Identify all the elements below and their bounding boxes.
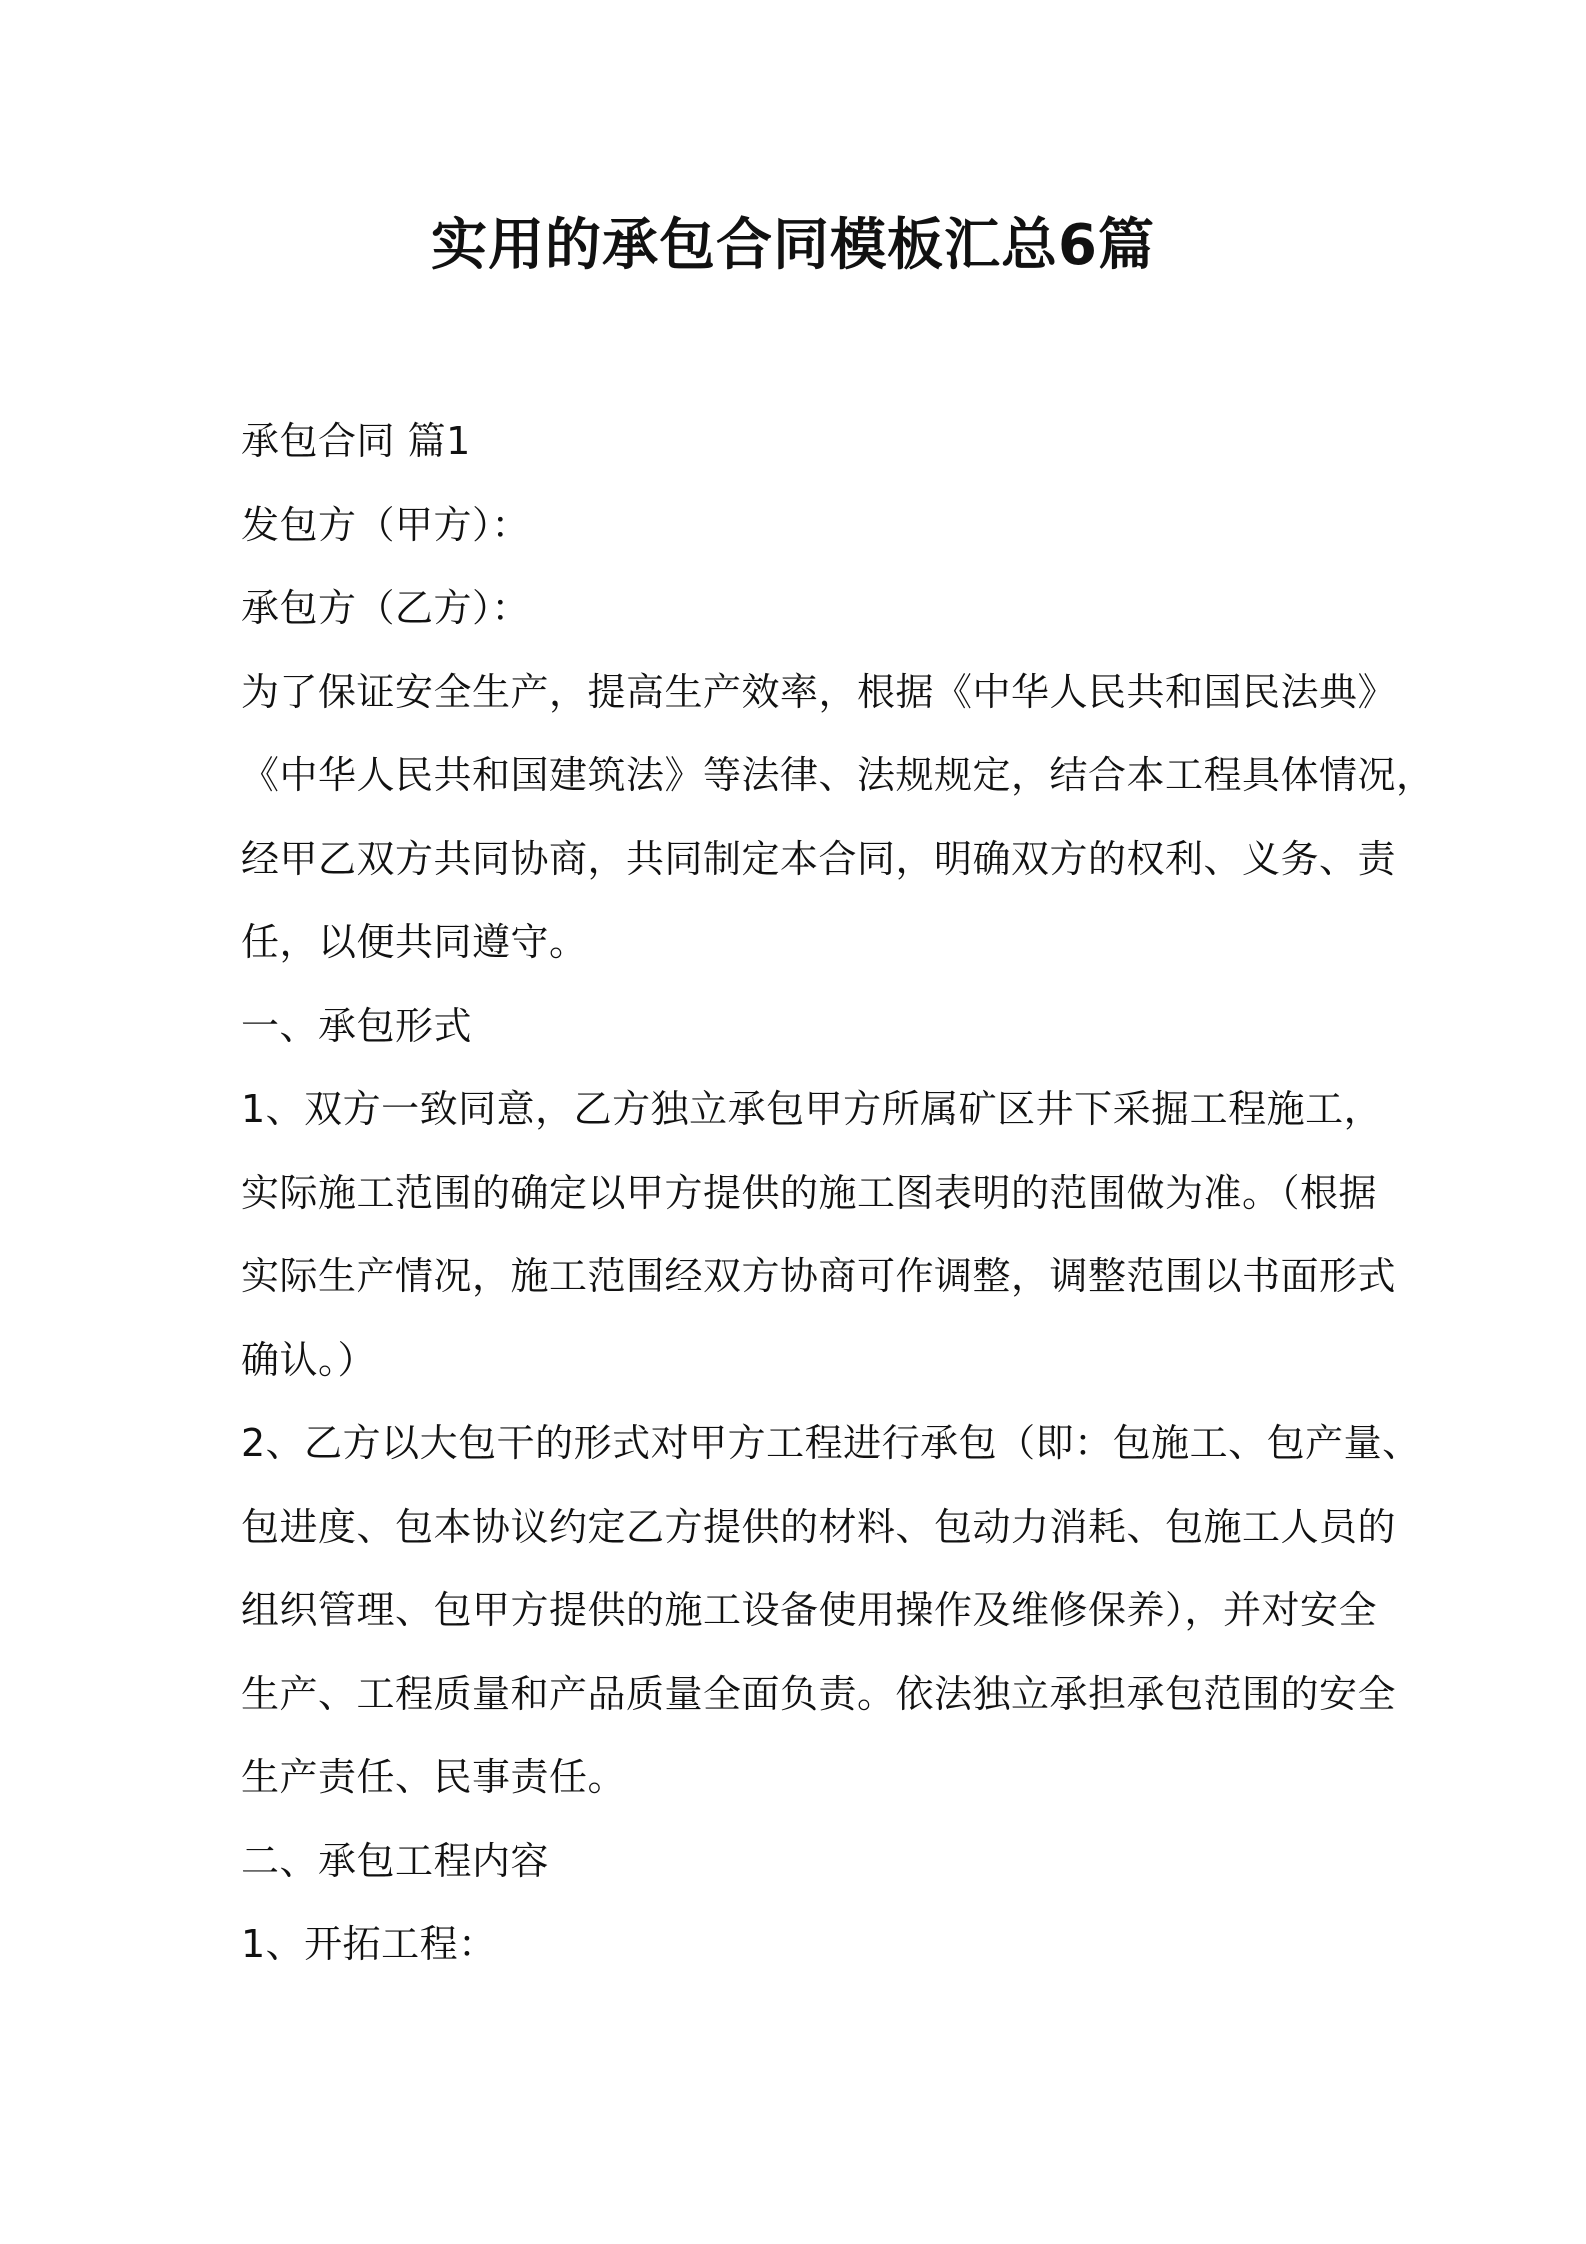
paragraph-line: 生产责任、民事责任。 [241,1755,627,1799]
paragraph-line: 实际施工范围的确定以甲方提供的施工图表明的范围做为准。（根据 [241,1170,1378,1215]
paragraph-line: 任，以便共同遵守。 [241,920,588,964]
paragraph-line: 确认。） [241,1337,377,1382]
paragraph-line: 为了保证安全生产，提高生产效率，根据《中华人民共和国民法典》 [241,669,1397,714]
paragraph-line: 实际生产情况，施工范围经双方协商可作调整，调整范围以书面形式 [241,1254,1397,1298]
paragraph-line: 经甲乙双方共同协商，共同制定本合同，明确双方的权利、义务、责 [241,836,1397,881]
paragraph-line: 组织管理、包甲方提供的施工设备使用操作及维修保养），并对安全 [241,1588,1378,1632]
document-title: 实用的承包合同模板汇总6篇 [431,213,1155,278]
section-heading-project-content: 二、承包工程内容 [241,1838,550,1883]
party-b-line: 承包方（乙方）： [241,586,531,630]
paragraph-line: 包进度、包本协议约定乙方提供的材料、包动力消耗、包施工人员的 [241,1504,1397,1549]
paragraph-line: 1、双方一致同意，乙方独立承包甲方所属矿区井下采掘工程施工， [241,1087,1383,1131]
party-a-line: 发包方（甲方）： [241,502,531,547]
paragraph-line: 《中华人民共和国建筑法》等法律、法规规定，结合本工程具体情况， [241,753,1435,797]
document-body [241,400,1435,1987]
section-heading-contract-form: 一、承包形式 [241,1003,473,1048]
paragraph-line: 2、乙方以大包干的形式对甲方工程进行承包（即：包施工、包产量、 [241,1421,1421,1465]
paragraph-line: 1、开拓工程： [241,1922,497,1966]
section-heading-contract-1: 承包合同 篇1 [241,419,471,463]
paragraph-line: 生产、工程质量和产品质量全面负责。依法独立承担承包范围的安全 [241,1671,1397,1716]
